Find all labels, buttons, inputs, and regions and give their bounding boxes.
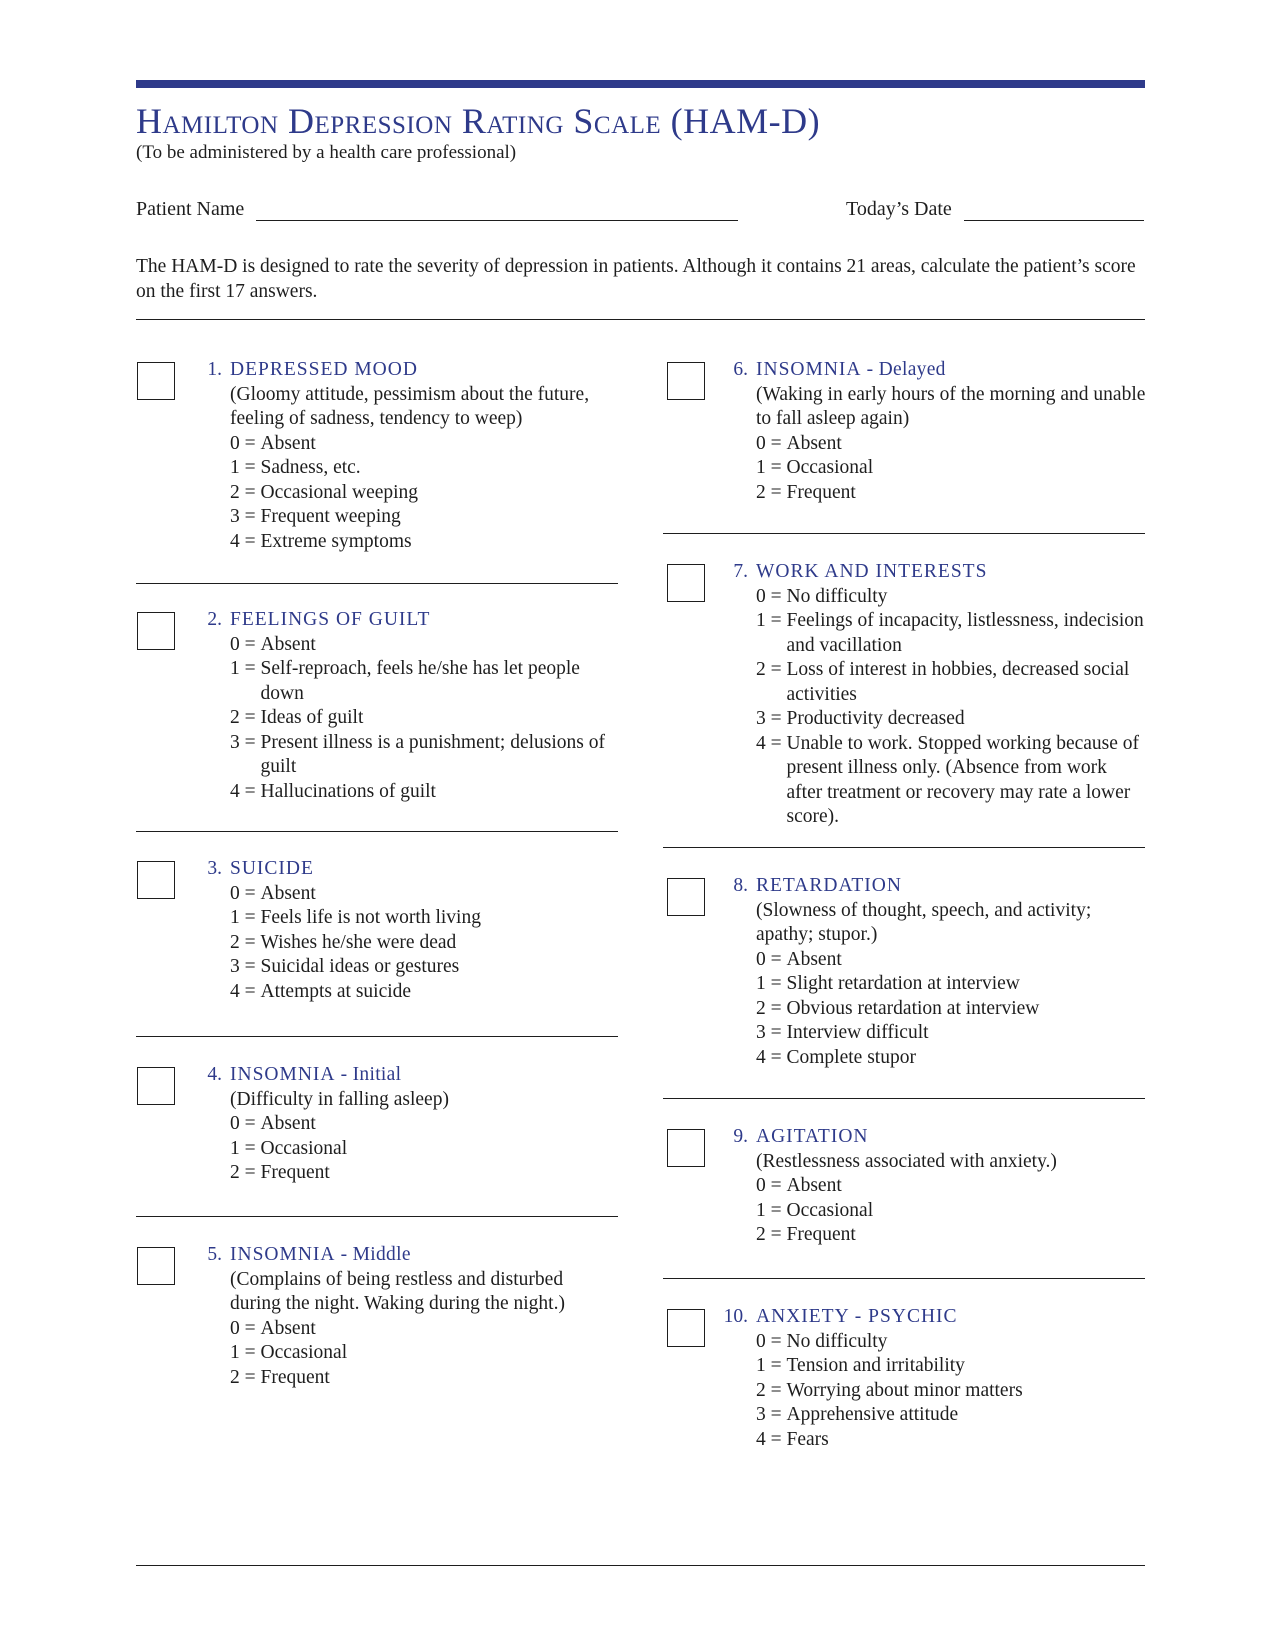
rating-text: Ideas of guilt: [260, 707, 364, 728]
patient-name-label: Patient Name: [136, 198, 245, 220]
rating-score: 1 =: [230, 658, 261, 679]
item-description: (Waking in early hours of the morning and unable to fall asleep again): [756, 383, 1146, 429]
item-number: 3.: [207, 858, 222, 879]
score-box-5[interactable]: [137, 1247, 175, 1285]
rating-score: 3 =: [230, 506, 261, 527]
rating-option: [756, 658, 1146, 707]
rating-option: [230, 530, 618, 555]
rating-score: 1 =: [230, 1342, 261, 1363]
item-divider: [663, 1278, 1145, 1279]
rating-text: Interview difficult: [786, 1022, 929, 1043]
rating-score: 0 =: [230, 1317, 261, 1339]
rating-text: Absent: [260, 882, 316, 904]
rating-text: Loss of interest in hobbies, decreased social activities: [786, 659, 1130, 705]
item-retardation: [714, 874, 1146, 1070]
rating-text: Frequent: [260, 1366, 330, 1388]
rating-option: [756, 1223, 1146, 1248]
item-number: 7.: [733, 561, 748, 582]
rating-option: [756, 997, 1146, 1022]
rating-option: [230, 657, 618, 706]
item-anxiety-psychic: [714, 1305, 1146, 1452]
rating-score: 1 =: [756, 610, 787, 631]
item-title: DEPRESSED MOOD: [230, 359, 418, 380]
rating-score: 3 =: [756, 1404, 787, 1425]
rating-text: Self-reproach, feels he/she has let people down: [260, 658, 580, 704]
rating-option: [230, 780, 618, 805]
item-description: (Slowness of thought, speech, and activity; apathy; stupor.): [756, 899, 1092, 945]
item-divider: [663, 533, 1145, 534]
rating-option: [230, 731, 618, 780]
item-title: AGITATION: [756, 1126, 869, 1147]
rating-score: 2 =: [756, 997, 787, 1019]
rating-score: 3 =: [230, 956, 261, 977]
rating-option: [230, 432, 618, 457]
item-title: SUICIDE: [230, 858, 314, 879]
item-heading: [188, 358, 618, 383]
item-body: [756, 383, 1146, 506]
rating-option: [756, 707, 1146, 732]
rating-text: Obvious retardation at interview: [786, 997, 1040, 1019]
item-number: 2.: [207, 609, 222, 630]
rating-score: 1 =: [756, 1199, 787, 1221]
item-body: [230, 882, 618, 1005]
rating-score: 4 =: [230, 980, 261, 1002]
rating-text: Wishes he/she were dead: [260, 931, 457, 953]
rating-text: No difficulty: [786, 1330, 888, 1352]
item-body: [756, 1150, 1146, 1248]
rating-option: [756, 1174, 1146, 1199]
rating-score: 3 =: [756, 708, 787, 729]
item-title: FEELINGS OF GUILT: [230, 609, 431, 630]
rating-text: Sadness, etc.: [260, 457, 361, 478]
rating-text: Slight retardation at interview: [786, 973, 1020, 994]
item-divider: [136, 831, 618, 832]
rating-option: [756, 1199, 1146, 1224]
item-subtitle: - Initial: [335, 1064, 402, 1085]
date-input-line[interactable]: [964, 200, 1144, 221]
rating-option: [230, 906, 618, 931]
rating-option: [230, 882, 618, 907]
score-box-9[interactable]: [667, 1129, 705, 1167]
item-number: 6.: [733, 359, 748, 380]
rating-score: 0 =: [230, 432, 261, 454]
item-description: (Gloomy attitude, pessimism about the future, feeling of sadness, tendency to weep): [230, 383, 590, 429]
rating-text: Attempts at suicide: [260, 980, 412, 1002]
item-body: [756, 585, 1146, 830]
rating-option: [756, 1330, 1146, 1355]
rating-score: 2 =: [230, 707, 261, 728]
rating-text: Tension and irritability: [786, 1355, 965, 1376]
rating-text: Absent: [786, 948, 842, 970]
item-number: 8.: [733, 875, 748, 896]
item-divider: [136, 583, 618, 584]
rating-option: [756, 432, 1146, 457]
rating-score: 0 =: [230, 633, 261, 655]
rating-option: [230, 481, 618, 506]
item-divider: [136, 1216, 618, 1217]
header-rule: [136, 80, 1145, 88]
item-body: [230, 633, 618, 805]
rating-score: 1 =: [756, 457, 787, 478]
item-number: 4.: [207, 1064, 222, 1085]
date-field: [846, 198, 1144, 221]
item-heading: [714, 358, 1146, 383]
rating-option: [230, 1341, 618, 1366]
rating-option: [230, 456, 618, 481]
item-suicide: [188, 857, 618, 1004]
rating-option: [756, 1379, 1146, 1404]
patient-name-field: [136, 198, 738, 221]
score-box-7[interactable]: [667, 564, 705, 602]
rating-option: [756, 456, 1146, 481]
rating-score: 0 =: [756, 585, 787, 607]
score-box-8[interactable]: [667, 878, 705, 916]
rating-option: [756, 1403, 1146, 1428]
rating-text: No difficulty: [786, 585, 888, 607]
rating-score: 3 =: [756, 1022, 787, 1043]
item-divider: [663, 1098, 1145, 1099]
rating-text: Frequent: [786, 1224, 856, 1245]
page-title: Hamilton Depression Rating Scale (HAM-D): [136, 101, 821, 141]
item-title: WORK AND INTERESTS: [756, 561, 988, 582]
rating-text: Hallucinations of guilt: [260, 780, 436, 802]
rating-score: 0 =: [230, 1113, 261, 1134]
item-body: [230, 1268, 618, 1391]
item-title: INSOMNIA: [230, 1064, 336, 1085]
rating-score: 0 =: [756, 432, 787, 454]
rating-score: 2 =: [230, 481, 261, 503]
item-body: [756, 1330, 1146, 1453]
item-description: (Difficulty in falling asleep): [230, 1088, 449, 1110]
item-heading: [188, 857, 618, 882]
item-title: INSOMNIA: [230, 1244, 336, 1265]
rating-text: Productivity decreased: [786, 708, 965, 729]
item-insomnia-middle: [188, 1243, 618, 1390]
rating-score: 2 =: [756, 1224, 787, 1245]
rating-option: [756, 609, 1146, 658]
score-box-10[interactable]: [667, 1309, 705, 1347]
rating-score: 4 =: [756, 1428, 787, 1450]
rating-score: 0 =: [756, 1330, 787, 1352]
rating-option: [230, 955, 618, 980]
rating-option: [756, 972, 1146, 997]
score-box-1[interactable]: [137, 362, 175, 400]
item-heading: [188, 608, 618, 633]
item-title: RETARDATION: [756, 875, 902, 896]
rating-score: 2 =: [230, 1162, 261, 1183]
rating-score: 0 =: [756, 1175, 787, 1196]
rating-text: Occasional: [260, 1137, 348, 1159]
item-heading: [188, 1243, 618, 1268]
rating-text: Occasional: [786, 457, 874, 478]
rating-score: 2 =: [756, 1379, 787, 1401]
item-subtitle: - Delayed: [861, 359, 946, 380]
rating-score: 4 =: [756, 732, 787, 754]
rating-score: 1 =: [756, 973, 787, 994]
score-box-4[interactable]: [137, 1067, 175, 1105]
rating-score: 4 =: [756, 1046, 787, 1068]
item-divider: [136, 1036, 618, 1037]
rating-score: 2 =: [756, 659, 787, 680]
rating-score: 0 =: [230, 882, 261, 904]
item-feelings-of-guilt: [188, 608, 618, 804]
rating-score: 1 =: [756, 1355, 787, 1376]
item-number: 5.: [207, 1244, 222, 1265]
item-title: ANXIETY - PSYCHIC: [756, 1306, 958, 1327]
rating-text: Occasional: [786, 1199, 874, 1221]
rating-score: 2 =: [230, 931, 261, 953]
item-number: 9.: [733, 1126, 748, 1147]
rating-text: Absent: [260, 633, 316, 655]
rating-score: 2 =: [230, 1366, 261, 1388]
rating-option: [756, 948, 1146, 973]
rating-text: Frequent weeping: [260, 506, 401, 527]
rating-option: [756, 585, 1146, 610]
rating-text: Frequent: [786, 481, 856, 503]
patient-name-input-line[interactable]: [256, 200, 738, 221]
item-number: 1.: [207, 359, 222, 380]
item-description: (Restlessness associated with anxiety.): [756, 1150, 1057, 1172]
page-subtitle: (To be administered by a health care professional): [136, 142, 517, 163]
rating-option: [756, 1046, 1146, 1071]
rating-text: Feelings of incapacity, listlessness, indecision and vacillation: [786, 610, 1144, 656]
score-box-3[interactable]: [137, 861, 175, 899]
item-body: [756, 899, 1146, 1071]
rating-score: 2 =: [756, 481, 787, 503]
rating-option: [230, 1161, 618, 1186]
rating-text: Fears: [786, 1428, 829, 1450]
rating-score: 0 =: [756, 948, 787, 970]
rating-option: [230, 1137, 618, 1162]
item-work-and-interests: [714, 560, 1146, 830]
footer-rule: [136, 1565, 1145, 1566]
item-heading: [714, 1125, 1146, 1150]
item-heading: [714, 560, 1146, 585]
rating-score: 4 =: [230, 530, 261, 552]
rating-option: [230, 980, 618, 1005]
rating-text: Occasional weeping: [260, 481, 419, 503]
rating-option: [756, 732, 1146, 830]
item-heading: [714, 1305, 1146, 1330]
date-label: Today’s Date: [846, 198, 952, 220]
rating-option: [756, 1354, 1146, 1379]
item-divider: [663, 847, 1145, 848]
item-number: 10.: [723, 1306, 748, 1327]
rating-score: 1 =: [230, 457, 261, 478]
rating-score: 1 =: [230, 1137, 261, 1159]
rating-score: 4 =: [230, 780, 261, 802]
item-agitation: [714, 1125, 1146, 1248]
rating-text: Complete stupor: [786, 1046, 916, 1068]
item-heading: [188, 1063, 618, 1088]
rating-text: Absent: [260, 432, 316, 454]
intro-text: The HAM-D is designed to rate the severity of depression in patients. Although it contains 21 areas, calculate the patient’s score on the first 17 answers.: [136, 256, 1136, 302]
score-box-6[interactable]: [667, 362, 705, 400]
rating-option: [230, 1317, 618, 1342]
rating-text: Frequent: [260, 1162, 330, 1183]
rating-option: [230, 505, 618, 530]
rating-option: [756, 1021, 1146, 1046]
rating-option: [230, 1366, 618, 1391]
rating-text: Present illness is a punishment; delusions of guilt: [260, 731, 605, 777]
rating-option: [756, 1428, 1146, 1453]
item-body: [230, 383, 618, 555]
rating-text: Absent: [260, 1317, 316, 1339]
rating-option: [230, 706, 618, 731]
score-box-2[interactable]: [137, 612, 175, 650]
rating-option: [230, 1112, 618, 1137]
rating-text: Extreme symptoms: [260, 530, 412, 552]
rating-option: [230, 633, 618, 658]
section-divider: [136, 319, 1145, 320]
item-body: [230, 1088, 618, 1186]
rating-text: Occasional: [260, 1342, 348, 1363]
rating-score: 3 =: [230, 731, 261, 753]
item-insomnia-delayed: [714, 358, 1146, 505]
item-subtitle: - Middle: [335, 1244, 411, 1265]
rating-text: Apprehensive attitude: [786, 1404, 959, 1425]
rating-text: Worrying about minor matters: [786, 1379, 1023, 1401]
item-insomnia-initial: [188, 1063, 618, 1186]
rating-score: 1 =: [230, 907, 261, 928]
rating-text: Absent: [786, 1175, 842, 1196]
rating-text: Absent: [786, 432, 842, 454]
rating-text: Suicidal ideas or gestures: [260, 956, 460, 977]
item-description: (Complains of being restless and disturbed during the night. Waking during the night.): [230, 1268, 565, 1314]
rating-text: Feels life is not worth living: [260, 907, 481, 928]
rating-option: [756, 481, 1146, 506]
item-depressed-mood: [188, 358, 618, 554]
rating-text: Absent: [260, 1113, 316, 1134]
rating-text: Unable to work. Stopped working because of present illness only. (Absence from work after treatment or recovery may rate a lower score).: [786, 732, 1140, 827]
rating-option: [230, 931, 618, 956]
item-title: INSOMNIA: [756, 359, 862, 380]
item-heading: [714, 874, 1146, 899]
